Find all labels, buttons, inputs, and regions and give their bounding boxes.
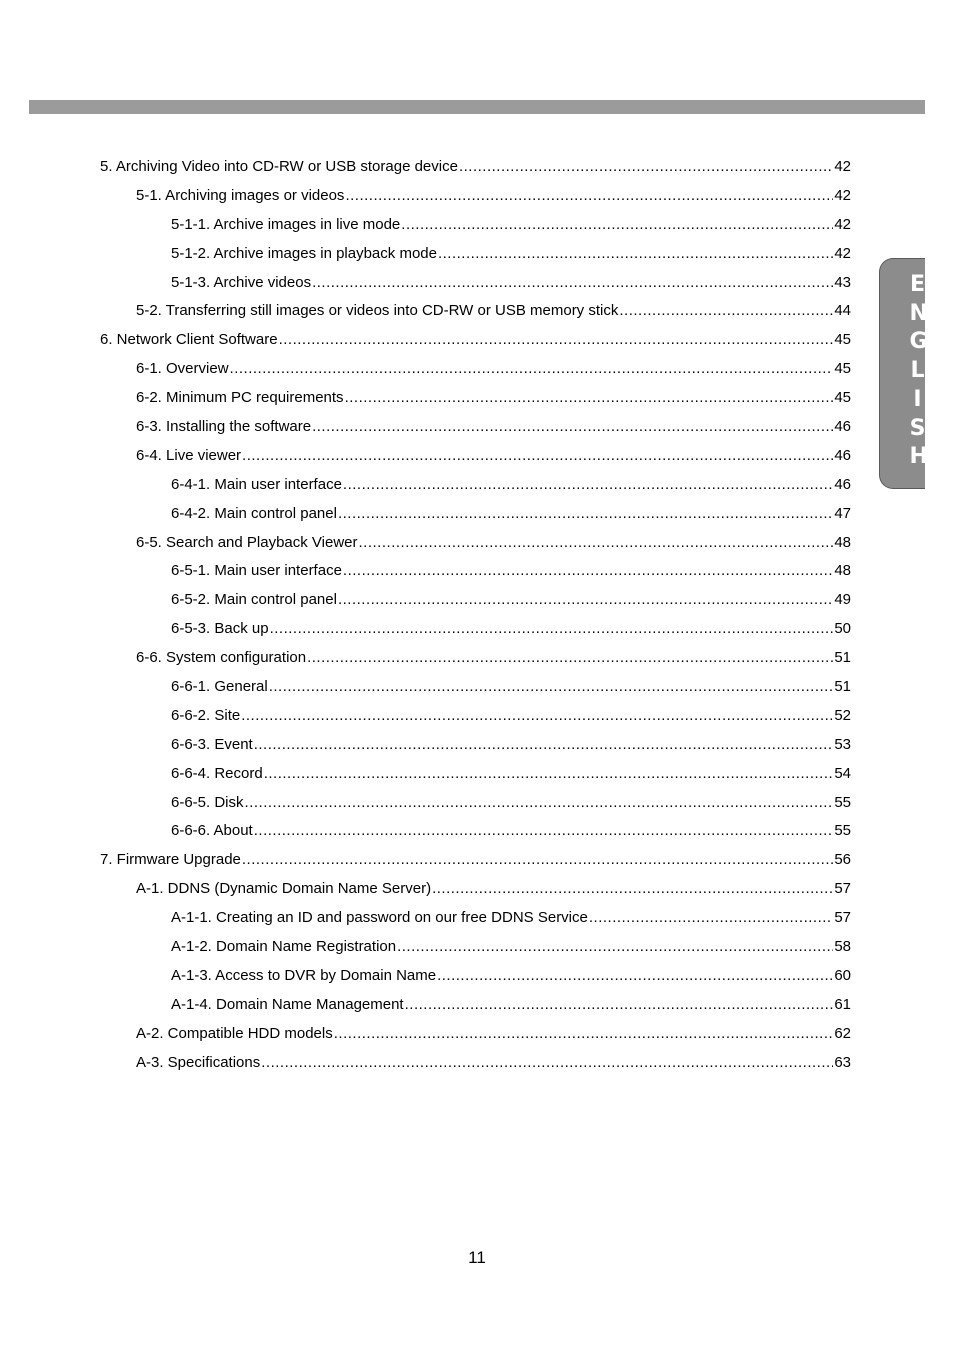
toc-entry-page: 45: [834, 331, 851, 349]
toc-dot-leader: [312, 418, 833, 435]
toc-entry-page: 52: [834, 706, 851, 724]
toc-dot-leader: [312, 274, 833, 291]
toc-entry-page: 48: [834, 533, 851, 551]
toc-entry-page: 53: [834, 735, 851, 753]
toc-dot-leader: [261, 1054, 833, 1071]
toc-entry-page: 57: [834, 880, 851, 898]
toc-entry-page: 46: [834, 418, 851, 436]
toc-entry[interactable]: [100, 678, 851, 707]
toc-entry[interactable]: [100, 938, 851, 967]
toc-entry-page: 42: [834, 215, 851, 233]
toc-entry[interactable]: [100, 996, 851, 1025]
toc-dot-leader: [397, 938, 833, 955]
language-tab-letter: I: [913, 386, 922, 412]
toc-entry-page: 45: [834, 360, 851, 378]
toc-dot-leader: [254, 822, 834, 839]
toc-entry-title: A-2. Compatible HDD models: [136, 1024, 333, 1042]
toc-entry[interactable]: [100, 360, 851, 389]
toc-entry[interactable]: [100, 620, 851, 649]
toc-entry[interactable]: [100, 158, 851, 187]
language-tab-letter: E: [909, 272, 926, 297]
toc-entry-page: 51: [834, 678, 851, 696]
toc-dot-leader: [334, 1025, 834, 1042]
toc-entry-title: A-1-1. Creating an ID and password on our free DDNS Service: [171, 909, 588, 927]
toc-entry[interactable]: [100, 331, 851, 360]
toc-entry[interactable]: [100, 245, 851, 274]
toc-entry[interactable]: [100, 591, 851, 620]
toc-entry-page: 47: [834, 504, 851, 522]
toc-entry-title: A-1. DDNS (Dynamic Domain Name Server): [136, 880, 432, 898]
toc-entry[interactable]: [100, 562, 851, 591]
language-tab-letter: S: [909, 415, 926, 441]
toc-dot-leader: [254, 736, 834, 753]
toc-entry-title: 5-2. Transferring still images or videos into CD-RW or USB memory stick: [136, 302, 619, 320]
toc-entry[interactable]: [100, 418, 851, 447]
toc-dot-leader: [345, 187, 833, 204]
toc-entry-title: 6-4-1. Main user interface: [171, 475, 342, 493]
toc-entry-page: 42: [834, 244, 851, 262]
toc-entry[interactable]: [100, 909, 851, 938]
toc-entry-page: 51: [834, 649, 851, 667]
toc-entry-page: 56: [834, 851, 851, 869]
toc-entry-title: A-1-2. Domain Name Registration: [171, 938, 397, 956]
toc-dot-leader: [438, 245, 833, 262]
toc-entry-title: 6-4-2. Main control panel: [171, 504, 337, 522]
toc-dot-leader: [338, 591, 833, 608]
language-tab-letter: H: [909, 444, 928, 470]
toc-dot-leader: [359, 534, 834, 551]
toc-entry-title: 6-6-6. About: [171, 822, 253, 840]
toc-entry[interactable]: [100, 534, 851, 563]
toc-entry-title: 6. Network Client Software: [100, 331, 278, 349]
toc-dot-leader: [264, 765, 834, 782]
toc-dot-leader: [269, 678, 834, 695]
toc-dot-leader: [230, 360, 834, 377]
language-tab-label: [880, 271, 928, 472]
toc-dot-leader: [279, 331, 834, 348]
page-number: 11: [468, 1248, 486, 1267]
toc-entry-title: 5. Archiving Video into CD-RW or USB storage device: [100, 158, 458, 175]
toc-entry-title: 6-5-1. Main user interface: [171, 562, 342, 580]
toc-entry-page: 50: [834, 620, 851, 638]
toc-entry-page: 55: [834, 822, 851, 840]
toc-entry-title: 6-6-1. General: [171, 678, 268, 696]
toc-dot-leader: [437, 967, 833, 984]
toc-entry[interactable]: [100, 274, 851, 303]
toc-entry[interactable]: [100, 187, 851, 216]
toc-entry[interactable]: [100, 302, 851, 331]
toc-entry-title: 6-5. Search and Playback Viewer: [136, 533, 358, 551]
toc-entry-title: 6-2. Minimum PC requirements: [136, 389, 344, 407]
toc-entry[interactable]: [100, 1025, 851, 1054]
toc-dot-leader: [589, 909, 833, 926]
toc-entry-title: 6-5-2. Main control panel: [171, 591, 337, 609]
toc-entry-page: 44: [834, 302, 851, 320]
toc-entry-title: 5-1-1. Archive images in live mode: [171, 215, 401, 233]
toc-entry[interactable]: [100, 389, 851, 418]
toc-entry-title: A-1-4. Domain Name Management: [171, 995, 404, 1013]
toc-entry[interactable]: [100, 447, 851, 476]
toc-entry[interactable]: [100, 880, 851, 909]
toc-dot-leader: [343, 476, 833, 493]
toc-entry-page: 58: [834, 938, 851, 956]
toc-entry[interactable]: [100, 822, 851, 851]
toc-dot-leader: [405, 996, 834, 1013]
toc-entry-title: 6-6-3. Event: [171, 735, 253, 753]
toc-dot-leader: [345, 389, 834, 406]
toc-entry-title: 6-6-5. Disk: [171, 793, 244, 811]
toc-entry-title: 5-1-2. Archive images in playback mode: [171, 244, 437, 262]
toc-entry-page: 54: [834, 764, 851, 782]
toc-dot-leader: [432, 880, 833, 897]
toc-entry-page: 48: [834, 562, 851, 580]
toc-entry-page: 55: [834, 793, 851, 811]
toc-entry[interactable]: [100, 736, 851, 765]
toc-entry-title: 6-6-4. Record: [171, 764, 263, 782]
toc-entry-page: 57: [834, 909, 851, 927]
toc-dot-leader: [270, 620, 834, 637]
toc-entry-title: 5-1. Archiving images or videos: [136, 186, 345, 204]
toc-entry[interactable]: [100, 967, 851, 996]
toc-entry-page: 42: [834, 186, 851, 204]
toc-entry-page: 46: [834, 446, 851, 464]
toc-entry-page: 42: [834, 158, 851, 175]
toc-entry-title: 5-1-3. Archive videos: [171, 273, 312, 291]
toc-entry[interactable]: [100, 216, 851, 245]
table-of-contents: [100, 158, 851, 1083]
toc-entry[interactable]: [100, 649, 851, 678]
toc-entry-title: 6-1. Overview: [136, 360, 229, 378]
toc-entry-page: 43: [834, 273, 851, 291]
toc-entry-page: 45: [834, 389, 851, 407]
toc-entry[interactable]: [100, 765, 851, 794]
toc-entry-title: 6-5-3. Back up: [171, 620, 269, 638]
language-tab-letter: L: [910, 358, 925, 384]
header-rule: [29, 100, 925, 114]
toc-entry[interactable]: [100, 505, 851, 534]
toc-entry-page: 46: [834, 475, 851, 493]
toc-entry-page: 61: [834, 995, 851, 1013]
toc-entry-title: 6-3. Installing the software: [136, 418, 312, 436]
toc-entry[interactable]: [100, 476, 851, 505]
toc-entry-page: 60: [834, 966, 851, 984]
toc-dot-leader: [242, 851, 833, 868]
toc-dot-leader: [459, 158, 833, 175]
toc-entry-page: 49: [834, 591, 851, 609]
toc-entry-title: A-1-3. Access to DVR by Domain Name: [171, 966, 437, 984]
toc-entry[interactable]: [100, 851, 851, 880]
toc-entry-title: 6-4. Live viewer: [136, 446, 242, 464]
toc-dot-leader: [338, 505, 833, 522]
toc-dot-leader: [307, 649, 833, 666]
toc-entry-title: A-3. Specifications: [136, 1053, 261, 1071]
language-tab: [879, 258, 928, 489]
toc-entry-page: 62: [834, 1024, 851, 1042]
toc-dot-leader: [241, 707, 833, 724]
toc-dot-leader: [401, 216, 833, 233]
toc-entry[interactable]: [100, 1054, 851, 1083]
toc-entry-title: 6-6. System configuration: [136, 649, 307, 667]
toc-entry[interactable]: [100, 707, 851, 736]
language-tab-letter: N: [909, 300, 928, 326]
toc-dot-leader: [245, 794, 834, 811]
toc-entry-title: 6-6-2. Site: [171, 706, 241, 724]
toc-dot-leader: [619, 302, 833, 319]
toc-dot-leader: [343, 562, 833, 579]
toc-dot-leader: [242, 447, 833, 464]
toc-entry-page: 63: [834, 1053, 851, 1071]
toc-entry-title: 7. Firmware Upgrade: [100, 851, 241, 869]
language-tab-letter: G: [909, 329, 928, 355]
toc-entry[interactable]: [100, 794, 851, 823]
